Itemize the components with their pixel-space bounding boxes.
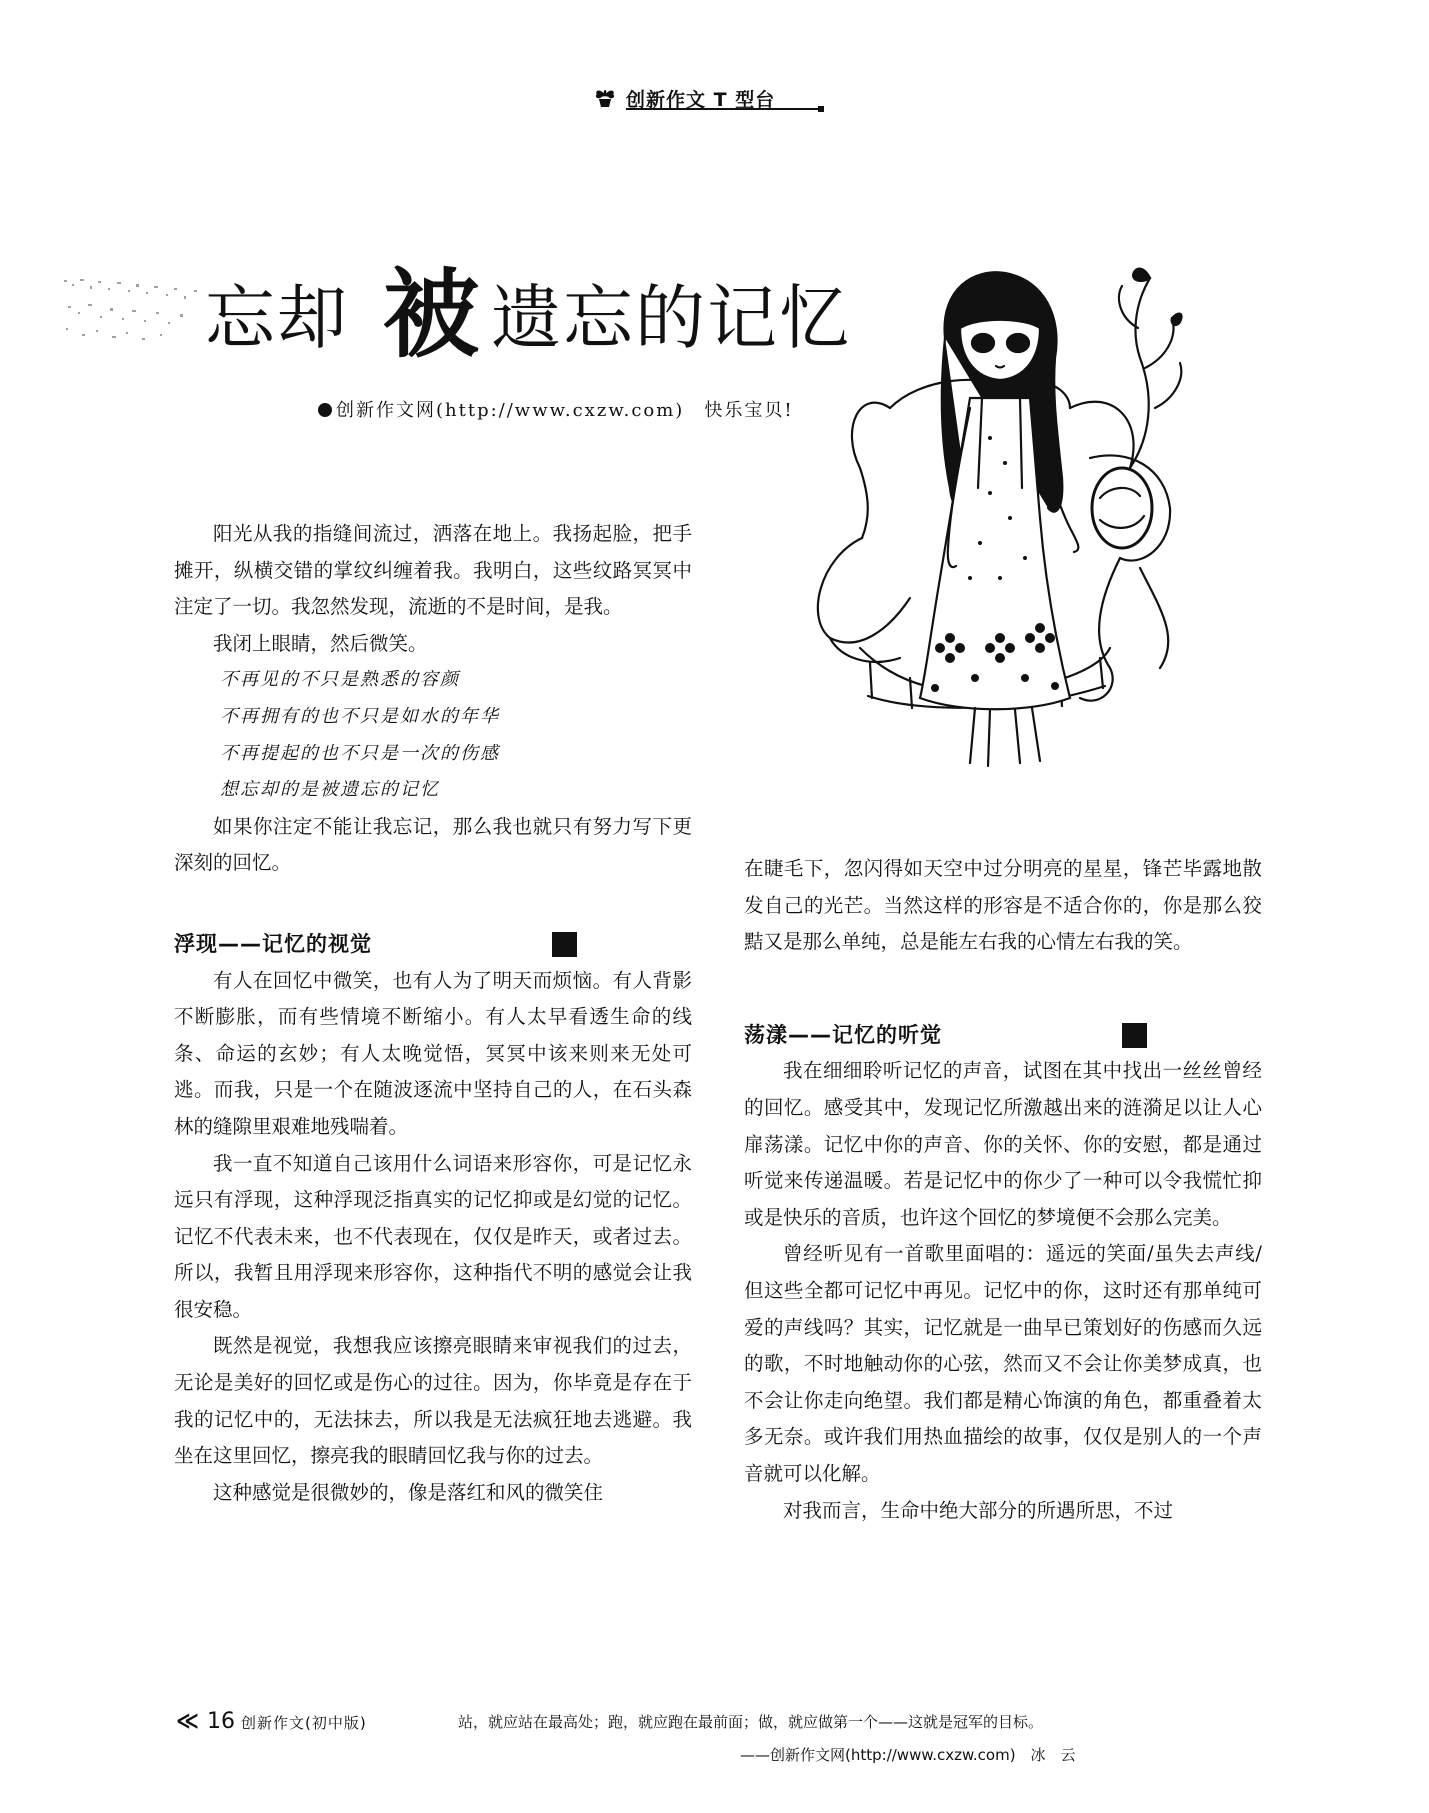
section-heading-text: 浮现——记忆的视觉: [174, 931, 372, 956]
title-part-bei: 被: [383, 259, 479, 371]
intro-paragraph: 阳光从我的指缝间流过，洒落在地上。我扬起脸，把手摊开，纵横交错的掌纹纠缠着我。我明白，这些纹路冥冥中注定了一切。我忽然发现，流逝的不是时间，是我。: [174, 522, 692, 619]
right-column: [744, 851, 1262, 1529]
girl-in-armchair-illustration: [800, 258, 1190, 778]
left-column: [174, 516, 692, 1511]
bullet-icon: [318, 403, 332, 417]
double-left-arrow-icon: ≪: [176, 1709, 200, 1734]
black-square-icon: [1122, 1023, 1147, 1048]
potted-plant-icon: [594, 86, 616, 108]
body-paragraph: 既然是视觉，我想我应该擦亮眼睛来审视我们的过去，无论是美好的回忆或是伤心的过往。因为，你毕竟是存在于我的记忆中的，无法抹去，所以我是无法疯狂地去逃避。我坐在这里回忆，擦亮我的眼睛回忆我与你的过去。: [174, 1334, 692, 1468]
body-paragraph: 曾经听见有一首歌里面唱的：遥远的笑面/虽失去声线/但这些全都可记忆中再见。记忆中的你，这时还有那单纯可爱的声线吗？其实，记忆就是一曲早已策划好的伤感而久远的歌，不时地触动你的心弦，然而又不会让你美梦成真，也不会让你走向绝望。我们都是精心饰演的角色，都重叠着太多无奈。或许我们用热血描绘的故事，仅仅是别人的一个声音就可以化解。: [744, 1242, 1262, 1485]
header-rule: [626, 108, 822, 110]
section-heading-text: 荡漾——记忆的听觉: [744, 1022, 942, 1047]
body-paragraph: 这种感觉是很微妙的，像是落红和风的微笑住: [213, 1480, 604, 1504]
page-number: 16: [207, 1709, 236, 1734]
byline: [318, 396, 794, 422]
title-part-forgotten-memory: 遗忘的记忆: [491, 277, 851, 359]
footer-page-info: [176, 1709, 367, 1734]
closing-eyes-line: 我闭上眼睛，然后微笑。: [213, 631, 428, 655]
poem-line: 想忘却的是被遗忘的记忆: [220, 779, 440, 801]
body-paragraph: 有人在回忆中微笑，也有人为了明天而烦恼。有人背影不断膨胀，而有些情境不断缩小。有人太早看透生命的线条、命运的玄妙；有人太晚觉悟，冥冥中该来则来无处可逃。而我，只是一个在随波逐流中坚持自己的人，在石头森林的缝隙里艰难地残喘着。: [174, 968, 692, 1138]
section-heading-auditory: [744, 1017, 1262, 1054]
body-paragraph: 我一直不知道自己该用什么词语来形容你，可是记忆永远只有浮现，这种浮现泛指真实的记忆抑或是幻觉的记忆。记忆不代表未来，也不代表现在，仅仅是昨天，或者过去。所以，我暂且用浮现来形容你，这种指代不明的感觉会让我很安稳。: [174, 1151, 692, 1321]
running-header: [590, 82, 830, 112]
footer-quote: 站，就应站在最高处；跑，就应跑在最前面；做，就应做第一个——这就是冠军的目标。: [458, 1713, 1044, 1731]
byline-text: 创新作文网(http://www.cxzw.com) 快乐宝贝!: [336, 400, 794, 421]
black-square-icon: [552, 932, 577, 957]
header-label: 创新作文 T 型台: [626, 89, 776, 111]
poem-line: 不再见的不只是熟悉的容颜: [220, 669, 460, 691]
body-paragraph: 对我而言，生命中绝大部分的所遇所思，不过: [783, 1498, 1174, 1522]
continuation-paragraph: 在睫毛下，忽闪得如天空中过分明亮的星星，锋芒毕露地散发自己的光芒。当然这样的形容是不适合你的，你是那么狡黠又是那么单纯，总是能左右我的心情左右我的笑。: [744, 857, 1262, 954]
magazine-name: 创新作文(初中版): [241, 1714, 367, 1732]
poem-line: 不再提起的也不只是一次的伤感: [220, 742, 500, 764]
footer-attribution: ——创新作文网(http://www.cxzw.com) 冰 云: [740, 1746, 1076, 1764]
article-title: [205, 259, 851, 371]
after-poem-paragraph: 如果你注定不能让我忘记，那么我也就只有努力写下更深刻的回忆。: [174, 814, 692, 875]
poem-line: 不再拥有的也不只是如水的年华: [220, 705, 500, 727]
title-texture-decoration: [62, 276, 212, 346]
section-heading-visual: [174, 926, 692, 963]
title-part-forget: 忘却: [205, 277, 349, 359]
body-paragraph: 我在细细聆听记忆的声音，试图在其中找出一丝丝曾经的回忆。感受其中，发现记忆所激越出来的涟漪足以让人心扉荡漾。记忆中你的声音、你的关怀、你的安慰，都是通过听觉来传递温暖。若是记忆中的你少了一种可以令我慌忙抑或是快乐的音质，也许这个回忆的梦境便不会那么完美。: [744, 1059, 1262, 1229]
